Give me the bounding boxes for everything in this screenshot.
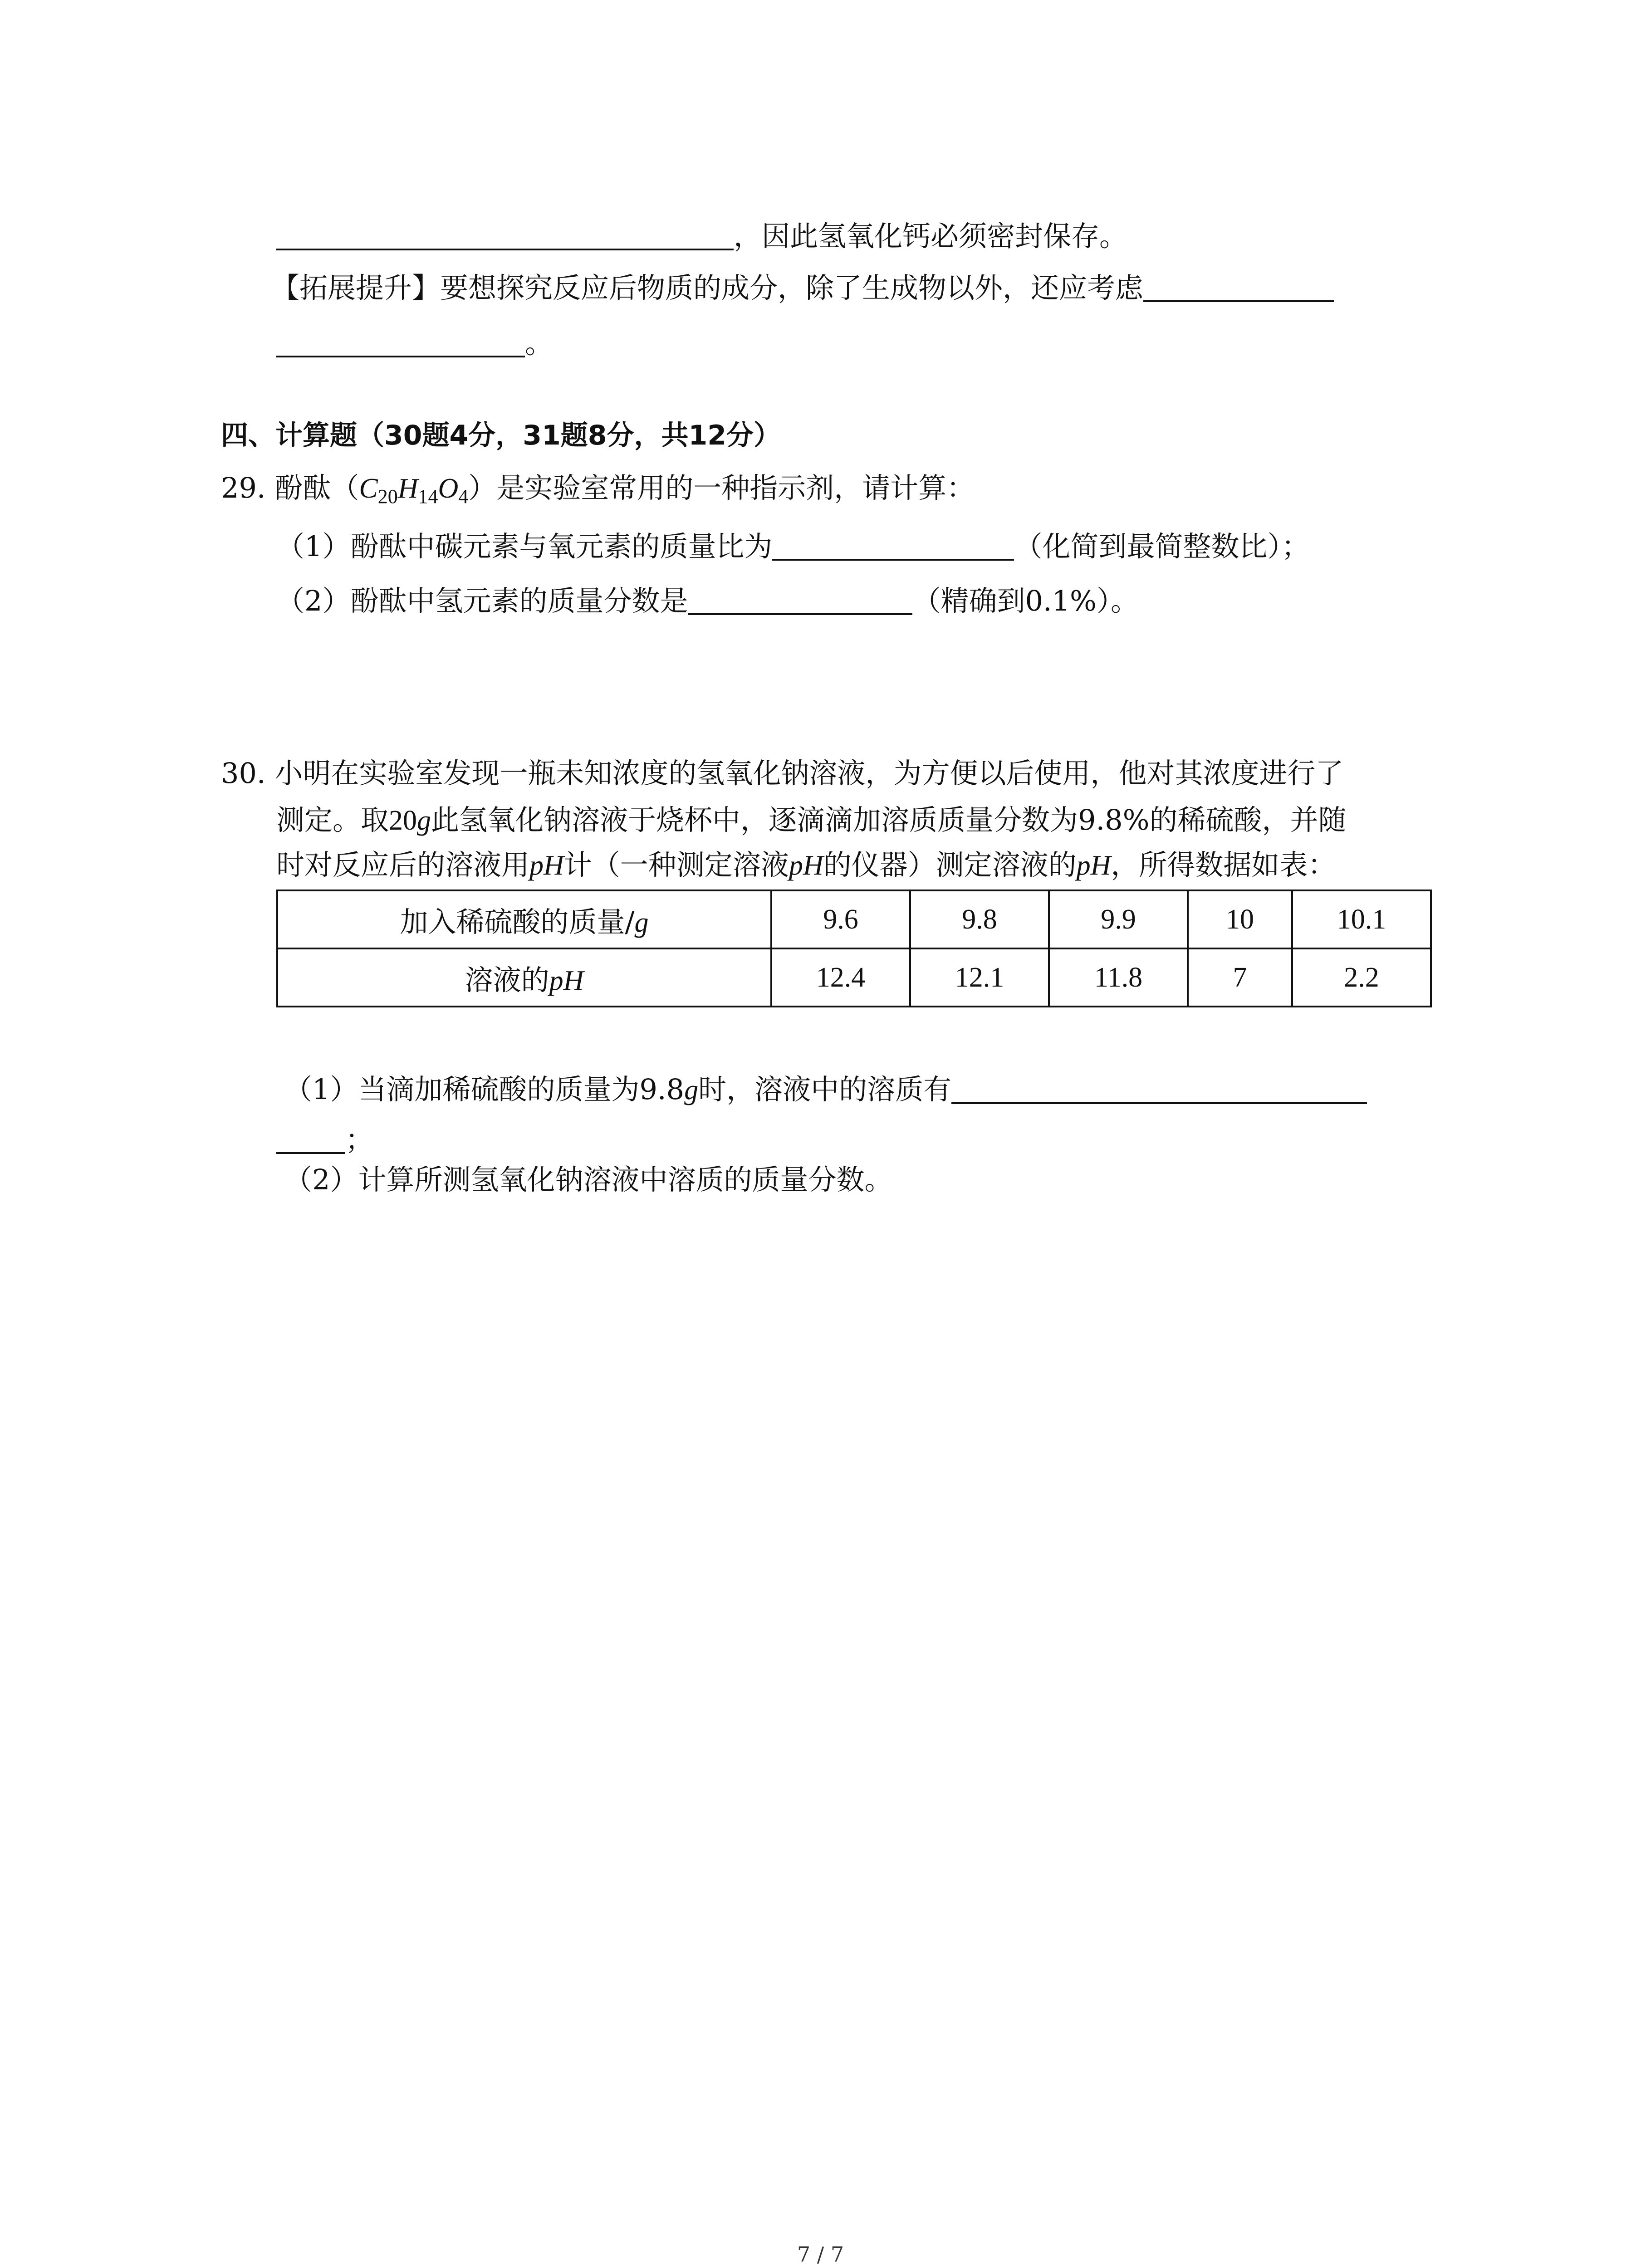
table-row: [277, 948, 1431, 1007]
answer-line-3: [276, 327, 554, 360]
table-cell: 9.9: [1049, 890, 1188, 948]
extension-line: [271, 272, 1334, 302]
answer-blank[interactable]: [688, 585, 912, 615]
question-29: [221, 471, 975, 508]
answer-blank[interactable]: [276, 1124, 345, 1154]
question-text: ）是实验室常用的一种指示剂，请计算：: [468, 471, 975, 504]
question-29-part-2: （2）酚酞中氢元素的质量分数是 （精确到0.1%）。: [276, 584, 1139, 617]
row-header: 溶液的pH: [277, 948, 771, 1007]
chemical-formula: $C_{20}H_{14}O_4$: [359, 473, 469, 508]
question-30-part-1-cont: ；: [276, 1124, 373, 1154]
answer-blank[interactable]: [1143, 272, 1334, 302]
data-table: [276, 890, 1432, 1007]
question-29-part-1: （1）酚酞中碳元素与氧元素的质量比为 （化简到最简整数比）；: [276, 530, 1310, 563]
question-text: 酚酞（: [274, 471, 359, 504]
table-cell: 9.8: [910, 890, 1049, 948]
answer-line-1: [276, 220, 1128, 253]
table-row: [277, 890, 1431, 948]
question-30-part-1: （1）当滴加稀硫酸的质量为9.8g时，溶液中的溶质有: [284, 1074, 1367, 1104]
table-cell: 12.4: [771, 948, 910, 1007]
table-cell: 12.1: [910, 948, 1049, 1007]
answer-blank[interactable]: [772, 531, 1014, 561]
table-cell: 11.8: [1049, 948, 1188, 1007]
answer-blank[interactable]: [276, 327, 525, 357]
question-number: 29.: [221, 471, 266, 504]
table-cell: 10.1: [1292, 890, 1431, 948]
extension-tag: 【拓展提升】: [271, 271, 441, 304]
question-30-line-1: 30. 小明在实验室发现一瓶未知浓度的氢氧化钠溶液，为方便以后使用，他对其浓度进行了: [221, 757, 1344, 790]
answer-blank[interactable]: [951, 1074, 1367, 1104]
question-30-part-2: （2）计算所测氢氧化钠溶液中溶质的质量分数。: [284, 1163, 893, 1196]
row-header: 加入稀硫酸的质量/g: [277, 890, 771, 948]
extension-text: 要想探究反应后物质的成分，除了生成物以外，还应考虑: [440, 271, 1144, 304]
page-number: 7 / 7: [797, 2242, 844, 2267]
line1-suffix: ，因此氢氧化钙必须密封保存。: [734, 220, 1128, 253]
question-number: 30.: [221, 757, 266, 790]
question-30-line-3: 时对反应后的溶液用pH计（一种测定溶液pH的仪器）测定溶液的pH，所得数据如表：: [276, 848, 1336, 881]
line3-suffix: 。: [525, 327, 554, 360]
question-30-line-2: 测定。取20g此氢氧化钠溶液于烧杯中，逐滴滴加溶质质量分数为9.8%的稀硫酸，并随: [276, 803, 1347, 836]
table-cell: 2.2: [1292, 948, 1431, 1007]
table-cell: 9.6: [771, 890, 910, 948]
answer-blank[interactable]: [276, 220, 734, 250]
table-cell: 7: [1188, 948, 1292, 1007]
section-heading: 四、计算题（30题4分，31题8分，共12分）: [221, 420, 781, 451]
table-cell: 10: [1188, 890, 1292, 948]
